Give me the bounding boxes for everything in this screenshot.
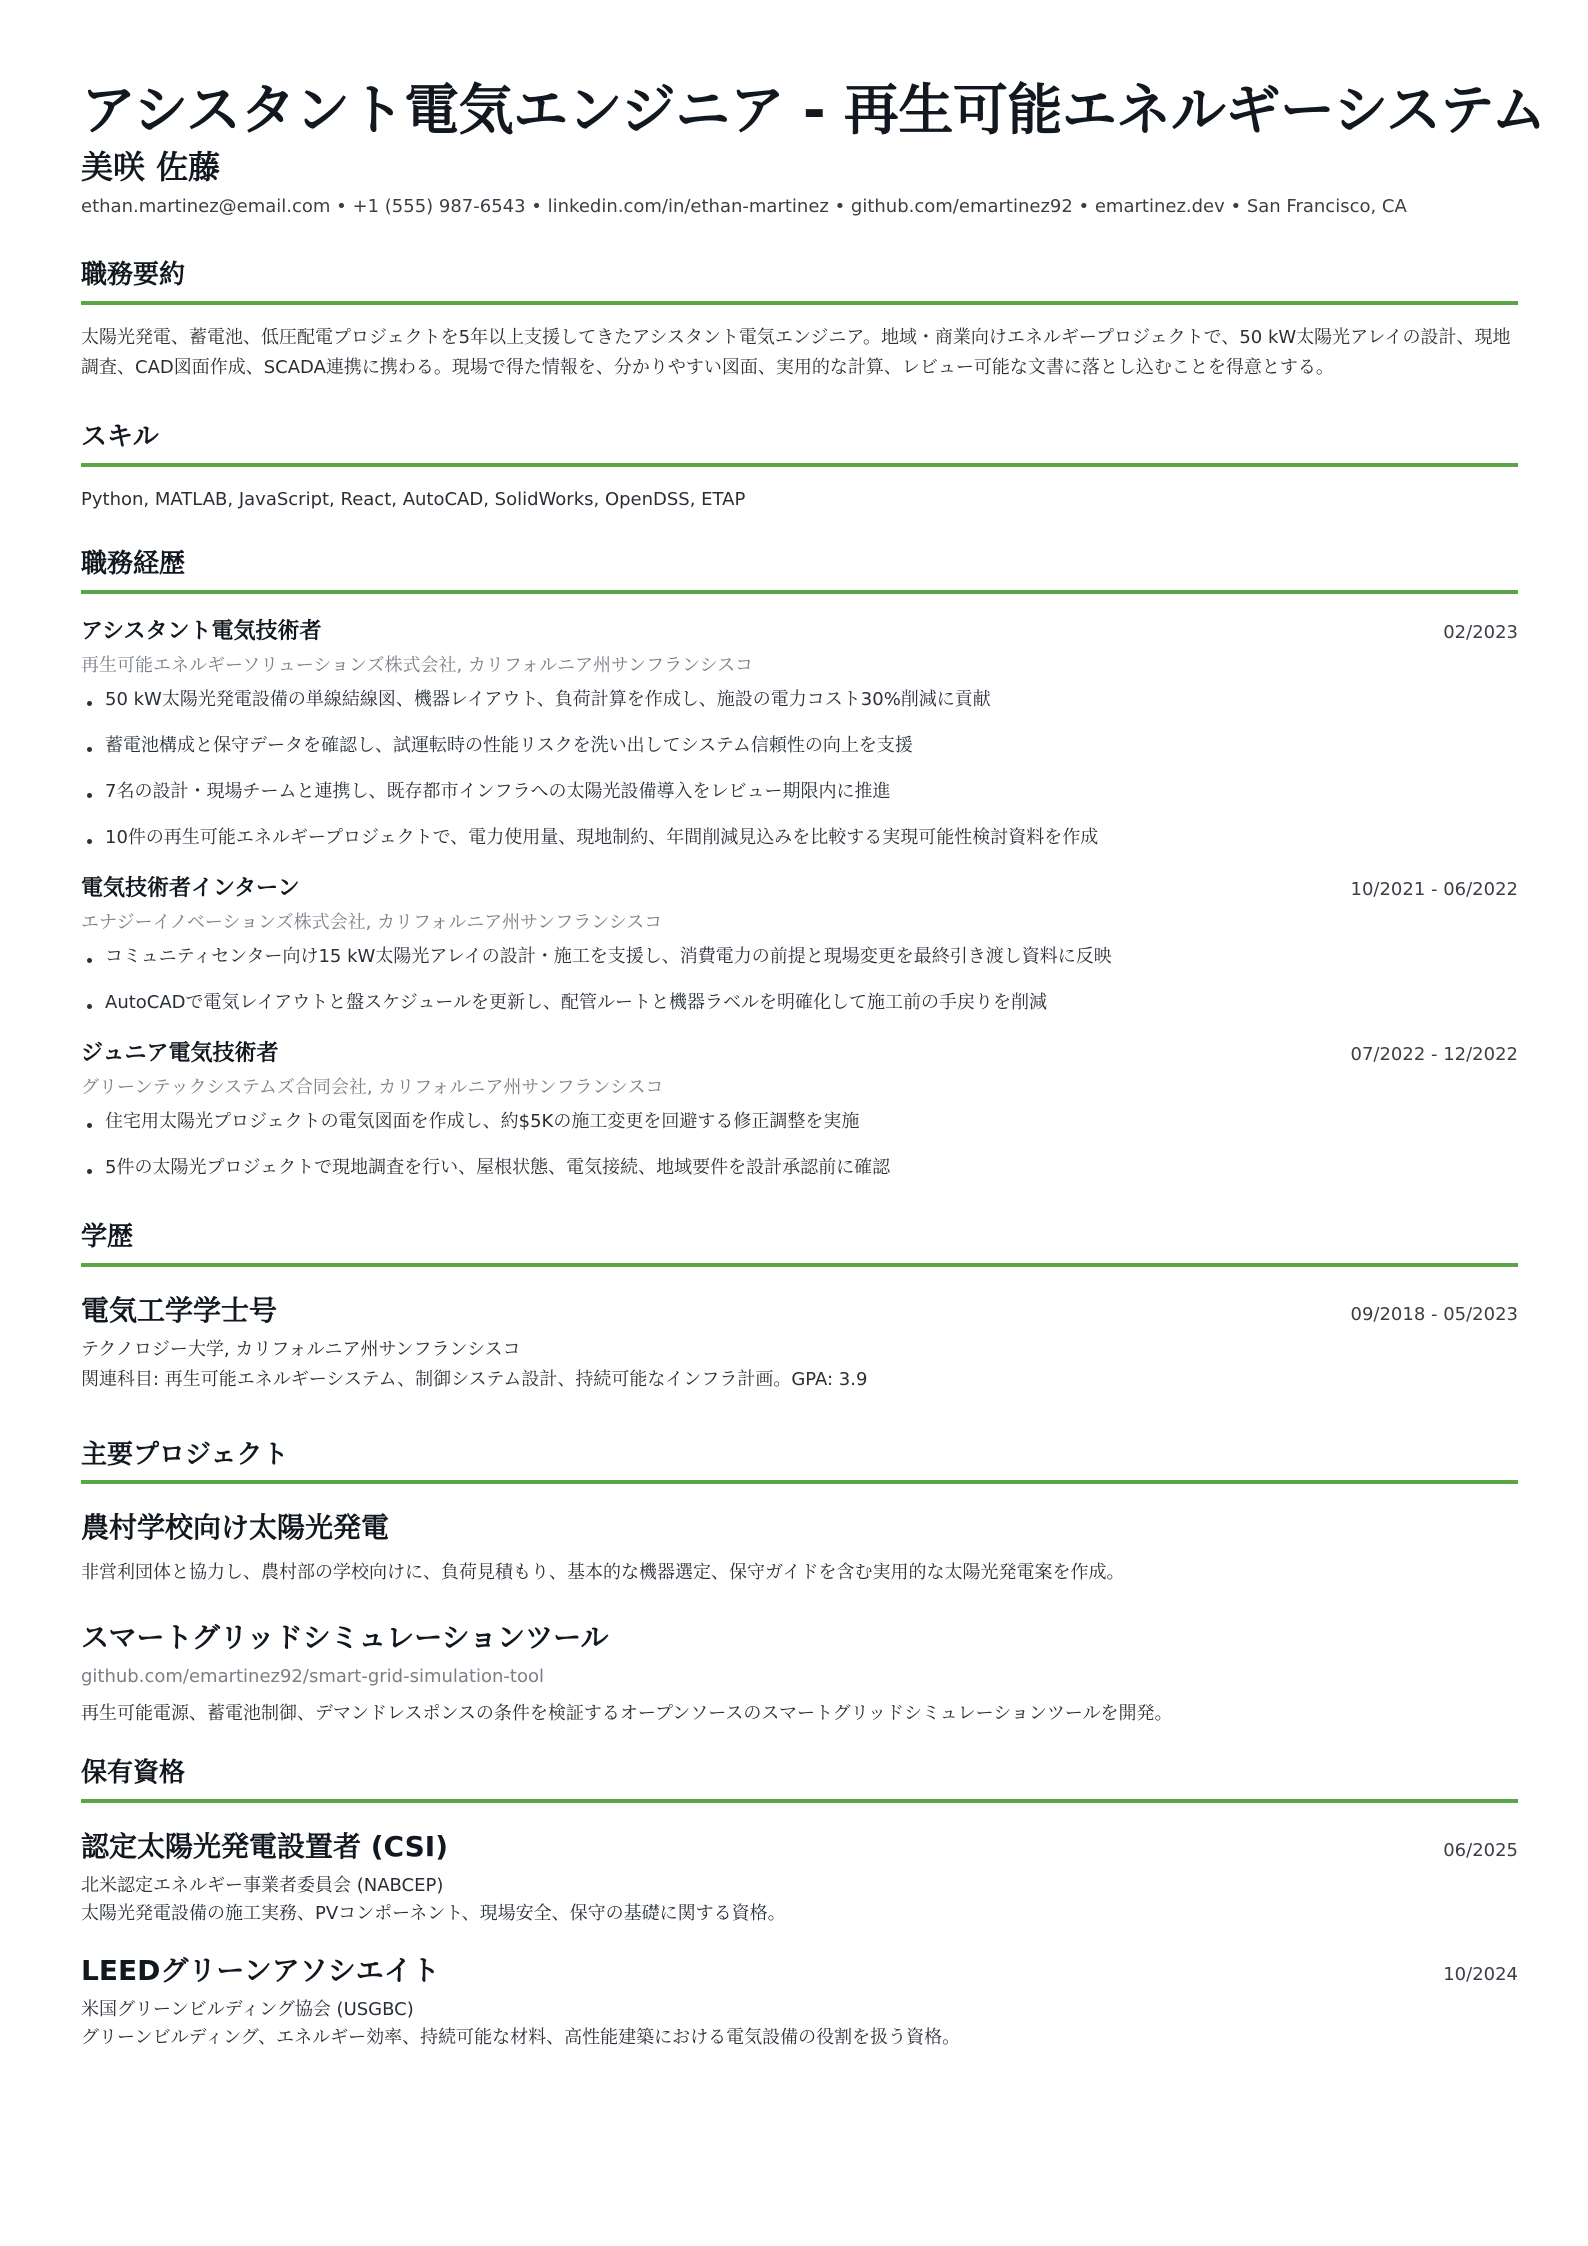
certification-header xyxy=(81,1825,1518,1865)
skills-heading: スキル xyxy=(81,421,1518,467)
summary-body xyxy=(81,323,1518,383)
job-date: 10/2021 - 06/2022 xyxy=(1350,878,1518,900)
job-entry xyxy=(81,1036,1518,1181)
school-name: テクノロジー大学, カリフォルニア州サンフランシスコ xyxy=(81,1338,521,1360)
education-section xyxy=(81,1221,1518,1393)
bullet-dot-icon xyxy=(87,701,92,706)
job-bullet-text: 50 kW太陽光発電設備の単線結線図、機器レイアウト、負荷計算を作成し、施設の電力コスト30%削減に貢献 xyxy=(105,688,991,710)
summary-heading: 職務要約 xyxy=(81,259,1518,305)
bullet-dot-icon xyxy=(87,747,92,752)
job-bullet xyxy=(81,1109,1518,1135)
job-bullet xyxy=(81,733,1518,759)
bullet-dot-icon xyxy=(87,793,92,798)
job-date: 07/2022 - 12/2022 xyxy=(1350,1043,1518,1065)
bullet-dot-icon xyxy=(87,1004,92,1009)
certification-entry xyxy=(81,1949,1518,2051)
experience-heading: 職務経歴 xyxy=(81,548,1518,594)
certification-date: 06/2025 xyxy=(1443,1840,1518,1862)
certifications-heading: 保有資格 xyxy=(81,1757,1518,1803)
skills-body xyxy=(81,489,1518,510)
job-header xyxy=(81,871,1518,902)
resume-title: アシスタント電気エンジニア - 再生可能エネルギーシステム xyxy=(81,78,1546,142)
certification-title: LEEDグリーンアソシエイト xyxy=(81,1954,440,1988)
education-details: 関連科目: 再生可能エネルギーシステム、制御システム設計、持続可能なインフラ計画。GPA: 3.9 xyxy=(81,1368,868,1390)
job-bullet-text: 7名の設計・現場チームと連携し、既存都市インフラへの太陽光設備導入をレビュー期限内に推進 xyxy=(105,780,891,802)
certification-date: 10/2024 xyxy=(1443,1964,1518,1986)
job-company: 再生可能エネルギーソリューションズ株式会社, カリフォルニア州サンフランシスコ xyxy=(81,654,754,676)
projects-heading: 主要プロジェクト xyxy=(81,1439,1518,1485)
job-bullet-text: 蓄電池構成と保守データを確認し、試運転時の性能リスクを洗い出してシステム信頼性の向上を支援 xyxy=(105,734,913,756)
job-bullet xyxy=(81,990,1518,1016)
job-date: 02/2023 xyxy=(1443,621,1518,643)
job-bullet xyxy=(81,1155,1518,1181)
education-date: 09/2018 - 05/2023 xyxy=(1350,1303,1518,1325)
project-entry xyxy=(81,1506,1518,1584)
job-title: ジュニア電気技術者 xyxy=(81,1040,279,1066)
job-bullet-text: 10件の再生可能エネルギープロジェクトで、電力使用量、現地制約、年間削減見込みを比較する実現可能性検討資料を作成 xyxy=(105,826,1099,848)
job-company: エナジーイノベーションズ株式会社, カリフォルニア州サンフランシスコ xyxy=(81,911,663,933)
certification-issuer: 北米認定エネルギー事業者委員会 (NABCEP) xyxy=(81,1875,444,1897)
job-bullet-text: 5件の太陽光プロジェクトで現地調査を行い、屋根状態、電気接続、地域要件を設計承認前に確認 xyxy=(105,1156,891,1178)
job-title: アシスタント電気技術者 xyxy=(81,618,322,644)
job-bullets xyxy=(81,687,1518,851)
certification-title: 認定太陽光発電設置者 (CSI) xyxy=(81,1830,448,1864)
project-entry xyxy=(81,1616,1518,1725)
job-bullet-text: コミュニティセンター向け15 kW太陽光アレイの設計・施工を支援し、消費電力の前提と現場変更を最終引き渡し資料に反映 xyxy=(105,945,1112,967)
certification-description: グリーンビルディング、エネルギー効率、持続可能な材料、高性能建築における電気設備の役割を扱う資格。 xyxy=(81,2027,961,2049)
education-header xyxy=(81,1289,1518,1329)
experience-section xyxy=(81,548,1518,1181)
skills-text: Python, MATLAB, JavaScript, React, AutoCAD, SolidWorks, OpenDSS, ETAP xyxy=(81,489,746,511)
project-title: 農村学校向け太陽光発電 xyxy=(81,1511,390,1545)
bullet-dot-icon xyxy=(87,1123,92,1128)
projects-section xyxy=(81,1439,1518,1726)
project-link[interactable]: github.com/emartinez92/smart-grid-simulation-tool xyxy=(81,1666,545,1688)
job-bullet xyxy=(81,687,1518,713)
job-entry xyxy=(81,871,1518,1016)
summary-text: 太陽光発電、蓄電池、低圧配電プロジェクトを5年以上支援してきたアシスタント電気エンジニア。地域・商業向けエネルギープロジェクトで、50 kW太陽光アレイの設計、現地調査、CAD図面作成、SCADA連携に携わる。現場で得た情報を、分かりやすい図面、実用的な計算、レビュー可能な文書に落とし込むことを得意とする。 xyxy=(81,327,1511,379)
certification-header xyxy=(81,1949,1518,1989)
candidate-name: 美咲 佐藤 xyxy=(81,147,221,186)
summary-section xyxy=(81,259,1518,383)
certifications-section xyxy=(81,1757,1518,2051)
degree-title: 電気工学学士号 xyxy=(81,1293,278,1327)
skills-section xyxy=(81,421,1518,510)
project-description: 再生可能電源、蓄電池制御、デマンドレスポンスの条件を検証するオープンソースのスマートグリッドシミュレーションツールを開発。 xyxy=(81,1703,1173,1725)
job-bullet-text: AutoCADで電気レイアウトと盤スケジュールを更新し、配管ルートと機器ラベルを明確化して施工前の手戻りを削減 xyxy=(105,991,1048,1013)
job-bullet xyxy=(81,779,1518,805)
job-header xyxy=(81,1036,1518,1067)
job-bullet xyxy=(81,944,1518,970)
education-body xyxy=(81,1289,1518,1393)
job-company: グリーンテックシステムズ合同会社, カリフォルニア州サンフランシスコ xyxy=(81,1076,664,1098)
education-heading: 学歴 xyxy=(81,1221,1518,1267)
certifications-body xyxy=(81,1825,1518,2051)
job-header xyxy=(81,614,1518,645)
job-bullets xyxy=(81,1109,1518,1181)
project-title: スマートグリッドシミュレーションツール xyxy=(81,1621,609,1655)
bullet-dot-icon xyxy=(87,839,92,844)
certification-description: 太陽光発電設備の施工実務、PVコンポーネント、現場安全、保守の基礎に関する資格。 xyxy=(81,1903,786,1925)
experience-body xyxy=(81,614,1518,1181)
job-title: 電気技術者インターン xyxy=(81,875,300,901)
job-entry xyxy=(81,614,1518,851)
bullet-dot-icon xyxy=(87,958,92,963)
job-bullet-text: 住宅用太陽光プロジェクトの電気図面を作成し、約$5Kの施工変更を回避する修正調整を実施 xyxy=(105,1110,860,1132)
job-bullets xyxy=(81,944,1518,1016)
certification-entry xyxy=(81,1825,1518,1927)
project-description: 非営利団体と協力し、農村部の学校向けに、負荷見積もり、基本的な機器選定、保守ガイドを含む実用的な太陽光発電案を作成。 xyxy=(81,1562,1125,1584)
projects-body xyxy=(81,1506,1518,1725)
job-bullet xyxy=(81,825,1518,851)
certification-issuer: 米国グリーンビルディング協会 (USGBC) xyxy=(81,1999,414,2021)
bullet-dot-icon xyxy=(87,1169,92,1174)
contact-line: ethan.martinez@email.com • +1 (555) 987-6543 • linkedin.com/in/ethan-martinez • github.com/emartinez92 • emartinez.dev • San Francisco, CA xyxy=(81,196,1407,218)
